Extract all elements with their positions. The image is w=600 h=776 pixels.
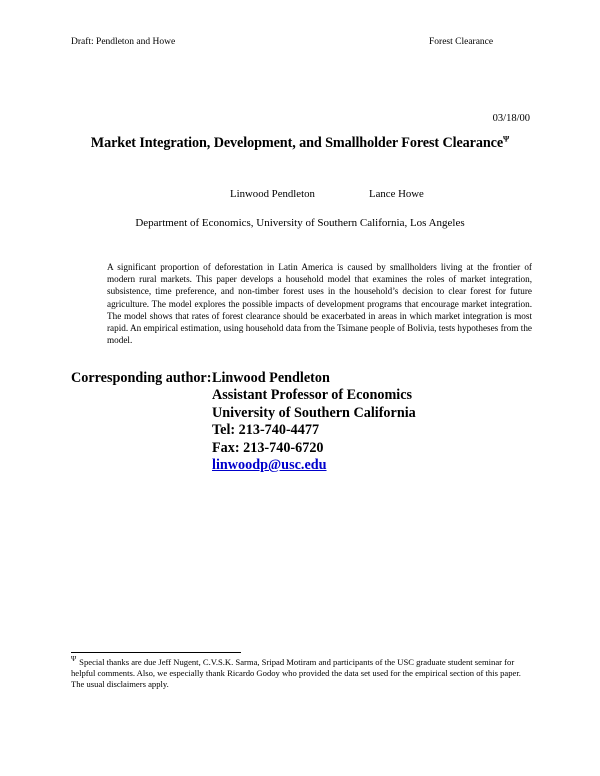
abstract (107, 261, 532, 346)
author-2: Lance Howe (369, 188, 424, 200)
contact-email-link[interactable]: linwoodp@usc.edu (212, 456, 327, 473)
contact-institution: University of Southern California (212, 404, 416, 421)
contact-position: Assistant Professor of Economics (212, 387, 413, 404)
paper-title-text: Market Integration, Development, and Smallholder Forest Clearance (90, 135, 504, 151)
paper-title (0, 135, 600, 152)
footnote-divider (71, 652, 241, 653)
contact-fax: Fax: 213-740-6720 (212, 439, 324, 456)
running-header-right: Forest Clearance (429, 37, 494, 47)
draft-date: 03/18/00 (492, 113, 530, 124)
footnote-mark: Ψ (71, 655, 77, 664)
author-1: Linwood Pendleton (230, 188, 315, 200)
contact-tel: Tel: 213-740-4477 (212, 422, 320, 439)
footnote-text: Special thanks are due Jeff Nugent, C.V.S.K. Sarma, Sripad Motiram and participants of the USC graduate student seminar for helpful comments. Also, we especially thank Ricardo Godoy who provided the data set used for the empirical section of this paper. The usual disclaimers apply. (71, 657, 521, 689)
footnote (71, 657, 531, 690)
contact-details (212, 370, 416, 474)
abstract-text: A significant proportion of deforestation in Latin America is caused by smallholders living at the frontier of modern rural markets. This paper develops a household model that examines the roles of market integration, subsistence, time preference, and non-timber forest uses in the household’s decision to clear forest for future agriculture. The model explores the possible impacts of development programs that encourage market integration. The model shows that rates of forest clearance should be exacerbated in areas in which market integration is most rapid. An empirical estimation, using household data from the Tsimane people of Bolivia, tests hypotheses from the model. (107, 262, 532, 346)
corresponding-author-label: Corresponding author: (71, 370, 212, 386)
title-footnote-mark: Ψ (503, 134, 510, 144)
affiliation: Department of Economics, University of Southern California, Los Angeles (135, 217, 465, 229)
running-header-left: Draft: Pendleton and Howe (71, 37, 176, 47)
contact-name: Linwood Pendleton (212, 370, 330, 386)
